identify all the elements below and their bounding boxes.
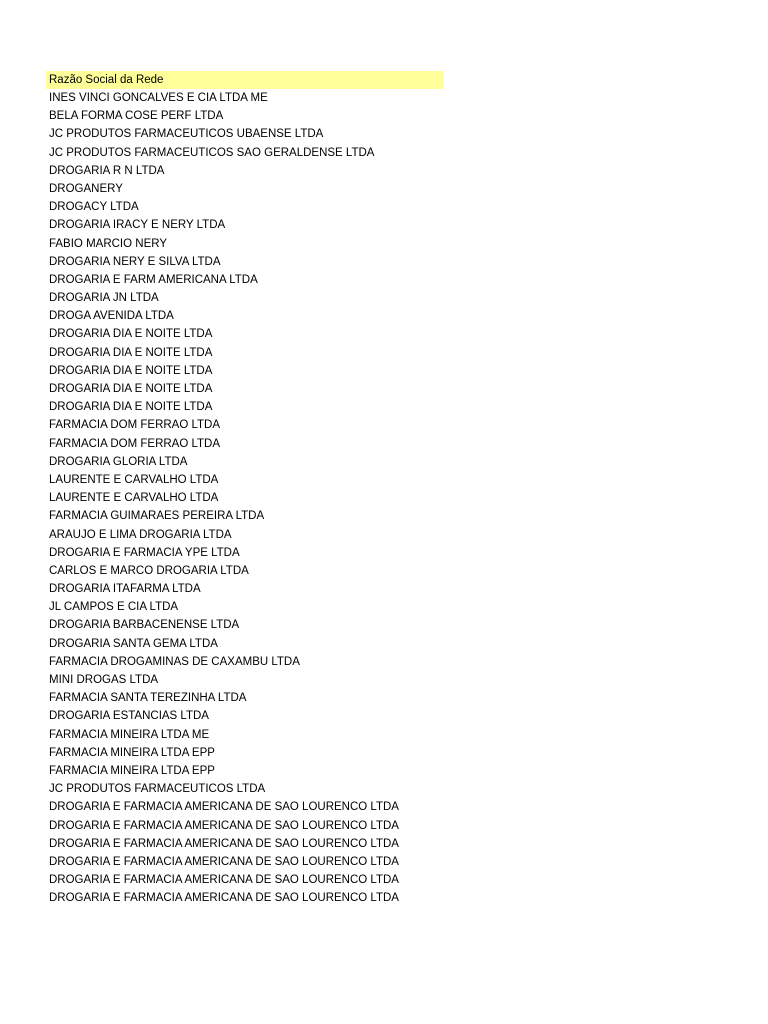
company-name-cell[interactable]: DROGARIA ITAFARMA LTDA <box>49 583 201 596</box>
company-name-cell[interactable]: DROGARIA E FARMACIA YPE LTDA <box>49 546 240 559</box>
company-name-cell[interactable]: FARMACIA MINEIRA LTDA EPP <box>49 764 215 777</box>
company-name-cell[interactable]: ARAUJO E LIMA DROGARIA LTDA <box>49 528 232 541</box>
company-name-cell[interactable]: FARMACIA DOM FERRAO LTDA <box>49 419 221 432</box>
company-name-cell[interactable]: CARLOS E MARCO DROGARIA LTDA <box>49 564 249 577</box>
company-name-cell[interactable]: LAURENTE E CARVALHO LTDA <box>49 492 219 505</box>
column-header-cell[interactable]: Razão Social da Rede <box>46 71 443 89</box>
company-name-cell[interactable]: INES VINCI GONCALVES E CIA LTDA ME <box>49 92 268 104</box>
company-name-cell[interactable]: FARMACIA DOM FERRAO LTDA <box>49 437 221 450</box>
company-name-cell[interactable]: FARMACIA DROGAMINAS DE CAXAMBU LTDA <box>49 655 300 668</box>
company-name-cell[interactable]: DROGANERY <box>49 182 123 195</box>
company-name-cell[interactable]: DROGARIA E FARM AMERICANA LTDA <box>49 273 258 286</box>
spreadsheet-column <box>46 71 443 907</box>
company-name-cell[interactable]: DROGARIA NERY E SILVA LTDA <box>49 255 221 268</box>
company-name-cell[interactable]: DROGARIA E FARMACIA AMERICANA DE SAO LOURENCO LTDA <box>49 801 399 814</box>
company-name-cell[interactable]: DROGA AVENIDA LTDA <box>49 310 174 323</box>
company-name-cell[interactable]: MINI DROGAS LTDA <box>49 674 159 686</box>
company-name-cell[interactable]: DROGARIA DIA E NOITE LTDA <box>49 383 213 395</box>
company-name-cell[interactable]: DROGARIA E FARMACIA AMERICANA DE SAO LOURENCO LTDA <box>49 837 399 850</box>
company-name-cell[interactable]: FABIO MARCIO NERY <box>49 237 168 250</box>
company-name-cell[interactable]: DROGARIA ESTANCIAS LTDA <box>49 710 209 723</box>
company-name-cell[interactable]: DROGARIA BARBACENENSE LTDA <box>49 619 240 632</box>
company-name-cell[interactable]: JC PRODUTOS FARMACEUTICOS LTDA <box>49 783 266 796</box>
company-name-cell[interactable]: FARMACIA SANTA TEREZINHA LTDA <box>49 692 247 705</box>
company-name-cell[interactable]: DROGARIA E FARMACIA AMERICANA DE SAO LOURENCO LTDA <box>49 855 399 868</box>
company-name-cell[interactable]: DROGARIA E FARMACIA AMERICANA DE SAO LOURENCO LTDA <box>49 892 399 905</box>
company-name-cell[interactable]: FARMACIA MINEIRA LTDA ME <box>49 728 210 741</box>
company-name-cell[interactable]: JC PRODUTOS FARMACEUTICOS SAO GERALDENSE LTDA <box>49 146 375 159</box>
company-name-cell[interactable]: DROGARIA SANTA GEMA LTDA <box>49 637 218 650</box>
company-name-cell[interactable]: DROGARIA DIA E NOITE LTDA <box>49 401 213 414</box>
company-name-cell[interactable]: DROGARIA E FARMACIA AMERICANA DE SAO LOURENCO LTDA <box>49 874 399 887</box>
company-name-cell[interactable]: DROGARIA IRACY E NERY LTDA <box>49 219 226 232</box>
company-name-cell[interactable]: DROGARIA E FARMACIA AMERICANA DE SAO LOURENCO LTDA <box>49 819 399 832</box>
company-name-cell[interactable]: JC PRODUTOS FARMACEUTICOS UBAENSE LTDA <box>49 128 324 141</box>
company-name-cell[interactable]: FARMACIA MINEIRA LTDA EPP <box>49 746 215 759</box>
company-name-cell[interactable]: DROGARIA R N LTDA <box>49 164 165 177</box>
company-name-cell[interactable]: DROGARIA JN LTDA <box>49 292 159 305</box>
company-name-cell[interactable]: DROGARIA DIA E NOITE LTDA <box>49 364 213 377</box>
company-name-cell[interactable]: DROGARIA DIA E NOITE LTDA <box>49 328 213 341</box>
company-name-cell[interactable]: JL CAMPOS E CIA LTDA <box>49 601 179 614</box>
company-name-list <box>46 89 443 907</box>
company-name-cell[interactable]: DROGACY LTDA <box>49 201 139 214</box>
company-name-cell[interactable]: FARMACIA GUIMARAES PEREIRA LTDA <box>49 510 265 523</box>
company-name-cell[interactable]: DROGARIA GLORIA LTDA <box>49 455 188 468</box>
company-name-cell[interactable]: DROGARIA DIA E NOITE LTDA <box>49 346 213 359</box>
company-name-cell[interactable]: LAURENTE E CARVALHO LTDA <box>49 473 219 486</box>
company-name-cell[interactable]: BELA FORMA COSE PERF LTDA <box>49 110 224 123</box>
